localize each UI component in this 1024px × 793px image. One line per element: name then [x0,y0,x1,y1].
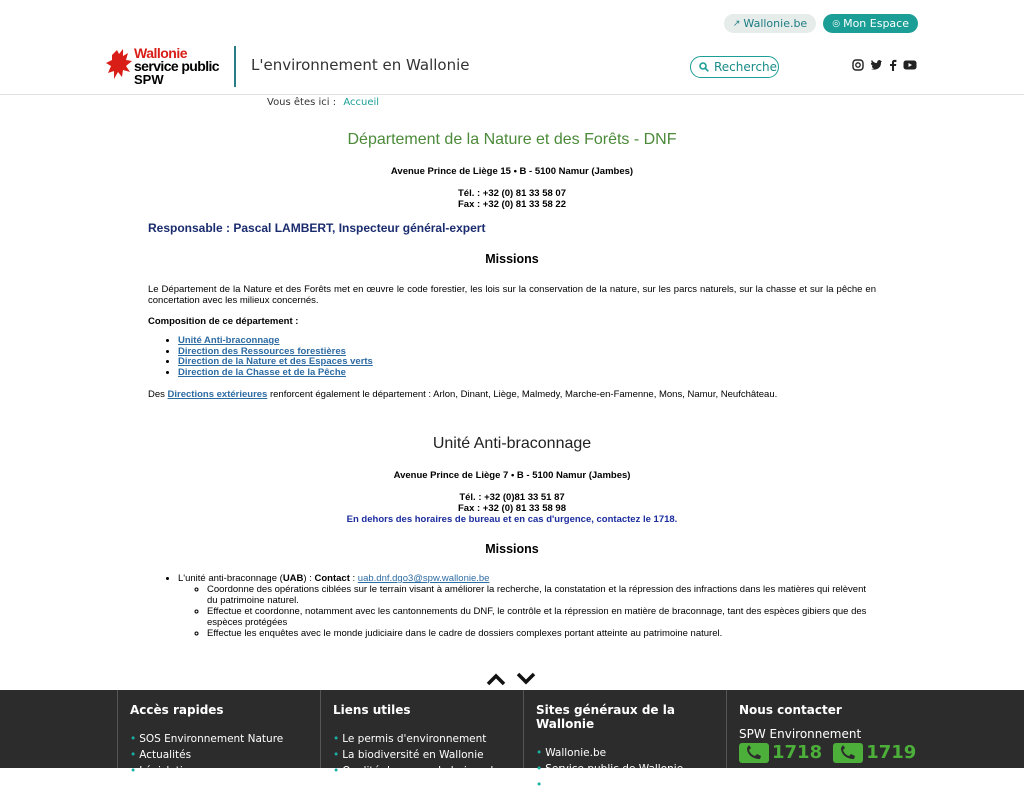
dnf-fax: Fax : +32 (0) 81 33 58 22 [457,199,566,210]
uab-tel: Tél. : +32 (0)81 33 51 87 [459,492,565,503]
dnf-missions-heading: Missions [485,252,539,266]
list-item [178,368,876,379]
footer-link[interactable]: • Le permis d'environnement [333,731,523,747]
dnf-responsable: Responsable : Pascal LAMBERT, Inspecteur général-expert [148,221,486,235]
chevron-down-icon[interactable] [516,672,536,686]
link-unite-anti-braconnage[interactable]: Unité Anti-braconnage [178,335,280,346]
instagram-icon[interactable] [852,59,864,71]
list-item: ◦ Effectue et coordonne, notamment avec les cantonnements du DNF, le contrôle et la répression en matière de braconnage, tant des espèces gibiers que des espèces protégées [207,606,876,628]
footer-heading: Liens utiles [333,703,411,717]
dnf-title: Département de la Nature et des Forêts - DNF [347,131,677,148]
uab-title: Unité Anti-braconnage [432,435,592,452]
chevron-up-icon[interactable] [486,672,506,686]
footer-link[interactable]: • Législation [130,763,320,779]
top-bar [724,14,918,33]
footer-col-sites-generaux [523,690,726,791]
rooster-icon [106,49,133,83]
logo-spw-text: SPW [134,72,164,87]
uab-fax: Fax : +32 (0) 81 33 58 98 [457,503,566,514]
uab-missions-list [148,573,876,639]
logo-wallonie-text: Wallonie [134,45,188,61]
footer-link[interactable]: • La biodiversité en Wallonie [333,747,523,763]
list-item: • L'unité anti-braconnage (UAB) : Contact : uab.dnf.dgo3@spw.wallonie.be ◦ Coordonne des opérations ciblées sur le terrain visant à améliorer la recherche, la constatation et la répression des infractions dans les matières qui relèvent du patrimoine naturel. ◦ Effectue et coordonne, notamment avec les cantonnements du DNF, le contrôle et la répression en matière de braconnage, tant des espèces gibiers que des espèces protégées ◦ Effectue les enquêtes avec le monde judiciaire dans le cadre de dossiers complexes portant atteinte au patrimoine naturel. [178,573,876,639]
uab-missions-heading: Missions [485,542,539,556]
directions-exterieures-link[interactable]: Directions extérieures [167,389,268,400]
list-item: ◦ Coordonne des opérations ciblées sur le terrain visant à améliorer la recherche, la constatation et la répression des infractions dans les matières qui relèvent du patrimoine naturel. [207,584,876,606]
phone-1718[interactable]: 1718 [739,742,822,763]
footer-heading: Nous contacter [739,703,842,717]
footer-link[interactable]: • SOS Environnement Nature [130,731,320,747]
spw-environnement-label: SPW Environnement [739,727,862,741]
site-title[interactable]: L'environnement en Wallonie [251,56,470,74]
uab-email-link[interactable]: uab.dnf.dgo3@spw.wallonie.be [357,573,490,584]
link-ressources-forestieres[interactable]: Direction des Ressources forestières [178,345,346,357]
footer-link[interactable]: • Qualité des eaux de baignade [333,763,523,779]
external-link-icon: ↗ [732,18,741,29]
link-nature-espaces-verts[interactable]: Direction de la Nature et des Espaces verts [178,356,373,367]
footer-heading: Accès rapides [130,703,224,717]
site-header [0,40,1024,95]
site-footer [0,690,1024,791]
footer-link[interactable]: • Wallex [536,777,726,793]
search-button[interactable]: Recherche [690,56,779,78]
header-divider [234,46,236,87]
breadcrumb [267,97,379,108]
phone-icon [833,743,863,763]
footer-link[interactable]: • Service public de Wallonie [536,761,726,777]
mon-espace-button[interactable]: ◎ Mon Espace [823,14,918,33]
uab-urgence: En dehors des horaires de bureau et en cas d'urgence, contactez le 1718. [346,514,678,525]
department-links [148,336,876,378]
uab-address: Avenue Prince de Liège 7 • B - 5100 Namur (Jambes) [393,470,631,481]
link-chasse-peche[interactable]: Direction de la Chasse et de la Pêche [178,366,346,378]
composition-heading: Composition de ce département : [148,316,299,327]
breadcrumb-home-link[interactable]: Accueil [343,97,380,108]
scroll-arrows [486,672,536,686]
facebook-icon[interactable] [889,59,897,71]
dnf-tel: Tél. : +32 (0) 81 33 58 07 [458,188,566,199]
dnf-address: Avenue Prince de Liège 15 • B - 5100 Namur (Jambes) [390,166,634,177]
phone-1719[interactable]: 1719 [833,742,916,763]
footer-link[interactable]: • Actualités [130,747,320,763]
phone-icon [739,743,769,763]
search-icon [699,62,709,72]
footer-col-liens-utiles [320,690,523,777]
breadcrumb-prefix: Vous êtes ici : [267,97,337,108]
wallonie-be-link[interactable]: ↗ Wallonie.be [724,14,816,33]
footer-heading: Sites généraux de la Wallonie [536,703,675,731]
footer-col-acces-rapides [117,690,320,777]
footer-col-nous-contacter [726,690,926,768]
user-icon: ◎ [832,18,841,29]
twitter-icon[interactable] [870,59,883,71]
directions-exterieures-text: Des Directions extérieures renforcent également le département : Arlon, Dinant, Liège, Malmedy, Marche-en-Famenne, Mons, Namur, Neufchâteau. [148,389,778,400]
dnf-missions-text: Le Département de la Nature et des Forêts met en œuvre le code forestier, les lois sur la conservation de la nature, sur les parcs naturels, sur la chasse et sur la pêche en concertation avec les milieux concernés. [148,284,876,306]
list-item: ◦ Effectue les enquêtes avec le monde judiciaire dans le cadre de dossiers complexes portant atteinte au patrimoine naturel. [207,628,876,639]
logo-service-public-text: service public [134,58,219,74]
social-links [852,59,917,71]
youtube-icon[interactable] [903,59,917,71]
spw-logo[interactable] [106,45,228,89]
footer-link[interactable]: • Wallonie.be [536,745,726,761]
